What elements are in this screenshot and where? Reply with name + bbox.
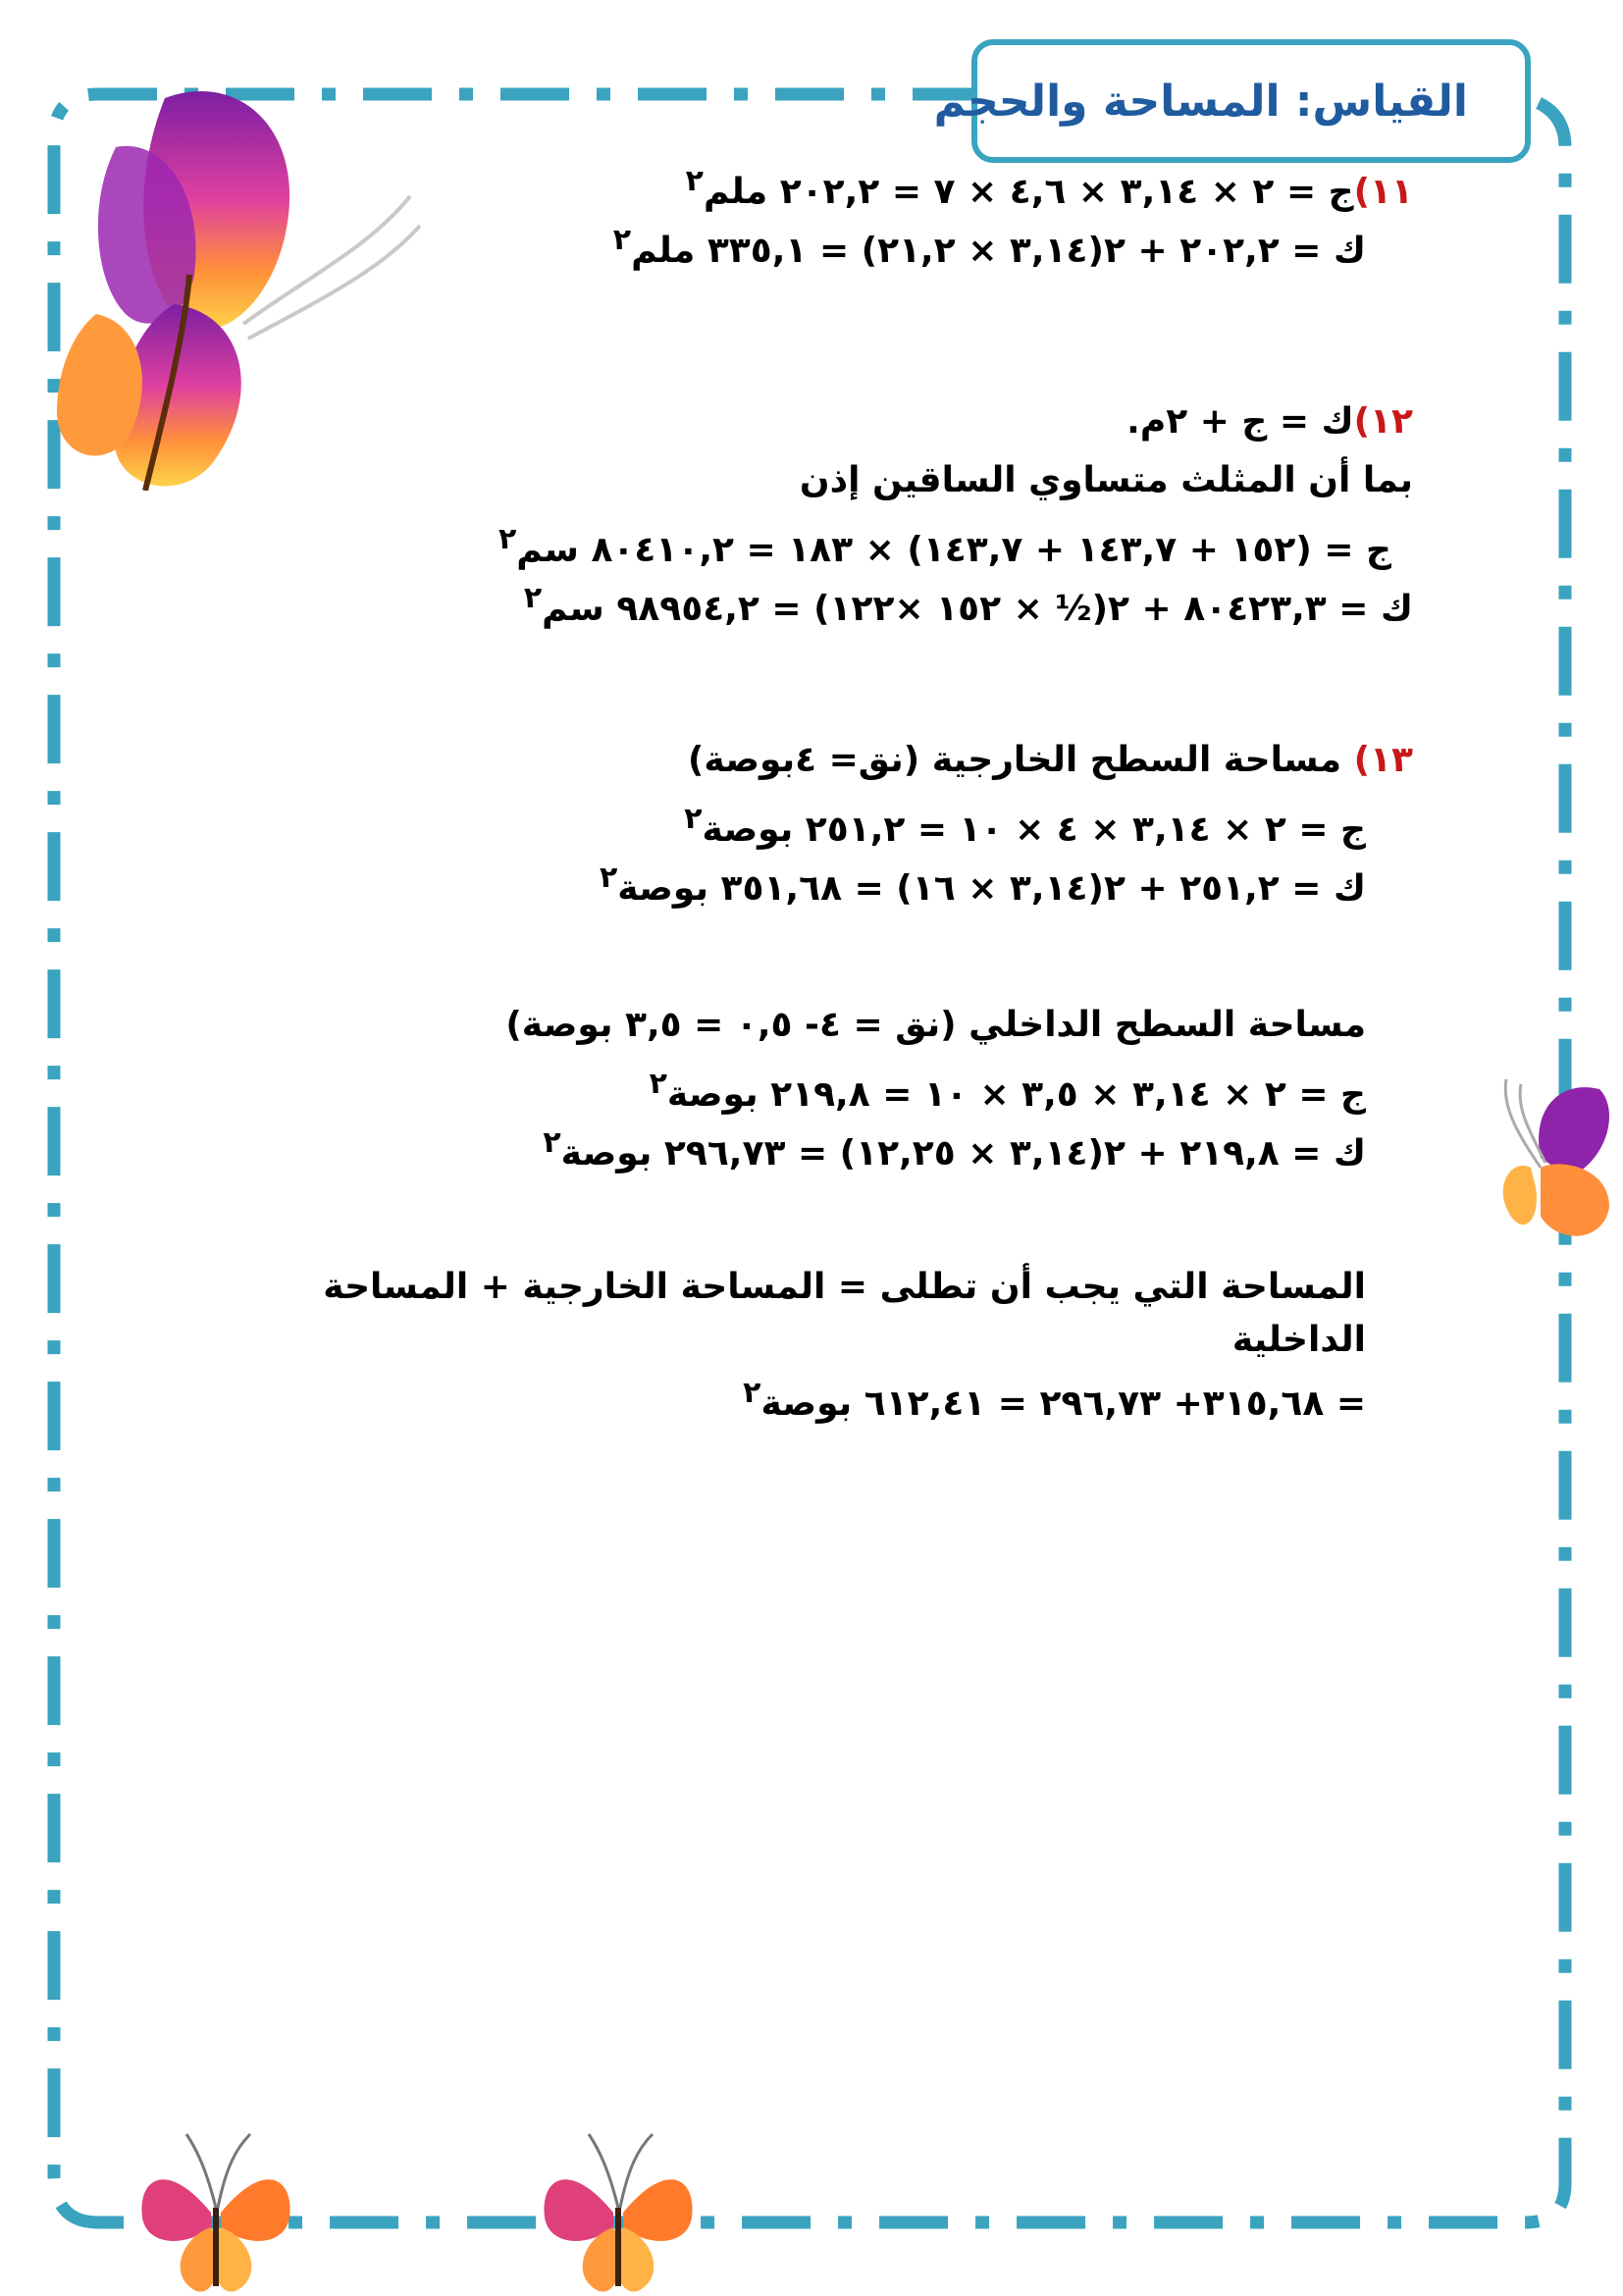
- problem-number: ١٣): [1353, 740, 1413, 780]
- equation-text: ج = ٢ × ٣,١٤ × ٣,٥ × ١٠ = ٢١٩,٨ بوصة: [666, 1074, 1366, 1115]
- butterfly-icon: [1482, 1070, 1623, 1256]
- equation-text: ج = ٢ × ٣,١٤ × ٤,٦ × ٧ = ٢٠٢,٢ ملم: [703, 172, 1354, 212]
- problem-12-line-2: [294, 451, 1413, 510]
- problem-13-line-1: [294, 731, 1413, 790]
- problem-12-line-1: [294, 392, 1413, 451]
- problem-11-line-2: [294, 211, 1413, 270]
- title-box: [933, 39, 1531, 163]
- solutions-content: [294, 152, 1413, 1431]
- equation-text: ج = (١٥٢ + ١٤٣,٧ + ١٤٣,٧) × ١٨٣ = ٨٠٤١٠,٢ سم: [516, 530, 1391, 570]
- exponent: ٢: [497, 522, 517, 556]
- equation-text: ك = ٨٠٤٢٣,٣ + ٢(½ × ١٥٢ ×١٢٢) = ٩٨٩٥٤,٢ سم: [542, 589, 1413, 629]
- problem-13-line-7: [294, 1261, 1413, 1367]
- problem-12-line-3: [294, 510, 1413, 569]
- equation-text: = ٣١٥,٦٨+ ٢٩٦,٧٣ = ٦١٢,٤١ بوصة: [760, 1383, 1366, 1424]
- exponent: ٢: [612, 223, 632, 257]
- problem-number: ١١): [1353, 172, 1413, 212]
- equation-text: ج = ٢ × ٣,١٤ × ٤ × ١٠ = ٢٥١,٢ بوصة: [702, 809, 1366, 850]
- page-title: القياس: المساحة والحجم: [933, 77, 1468, 127]
- equation-text: ك = ٢١٩,٨ + ٢(٣,١٤ × ١٢,٢٥) = ٢٩٦,٧٣ بوصة: [560, 1133, 1366, 1174]
- problem-12-line-4: [294, 569, 1413, 628]
- exponent: ٢: [685, 164, 704, 198]
- problem-13-line-3: [294, 849, 1413, 908]
- statement-text: بما أن المثلث متساوي الساقين إذن: [799, 460, 1413, 500]
- equation-text: ك = ج + ٢م.: [1126, 401, 1354, 442]
- exponent: ٢: [684, 802, 703, 836]
- statement-text: مساحة السطح الداخلي (نق = ٤- ٠,٥ = ٣,٥ بوصة): [505, 1005, 1366, 1045]
- equation-text: ك = ٢٥١,٢ + ٢(٣,١٤ × ١٦) = ٣٥١,٦٨ بوصة: [617, 868, 1366, 909]
- butterfly-icon: [128, 2119, 304, 2296]
- problem-13-line-4: [294, 996, 1413, 1055]
- statement-text: مساحة السطح الخارجية (نق= ٤بوصة): [687, 740, 1342, 780]
- problem-13-line-5: [294, 1055, 1413, 1114]
- problem-number: ١٢): [1353, 401, 1413, 442]
- exponent: ٢: [743, 1376, 761, 1410]
- problem-13-line-6: [294, 1114, 1413, 1173]
- statement-text: المساحة التي يجب أن تطلى = المساحة الخارجية + المساحة الداخلية: [323, 1267, 1366, 1360]
- problem-11-line-1: [294, 152, 1413, 211]
- exponent: ٢: [599, 861, 618, 895]
- exponent: ٢: [523, 581, 543, 615]
- problem-13-line-2: [294, 790, 1413, 849]
- exponent: ٢: [543, 1125, 561, 1160]
- equation-text: ك = ٢٠٢,٢ + ٢(٣,١٤ × ٢١,٢) = ٣٣٥,١ ملم: [631, 231, 1366, 271]
- butterfly-icon: [530, 2119, 707, 2296]
- problem-13-line-8: [294, 1367, 1413, 1431]
- exponent: ٢: [649, 1067, 667, 1101]
